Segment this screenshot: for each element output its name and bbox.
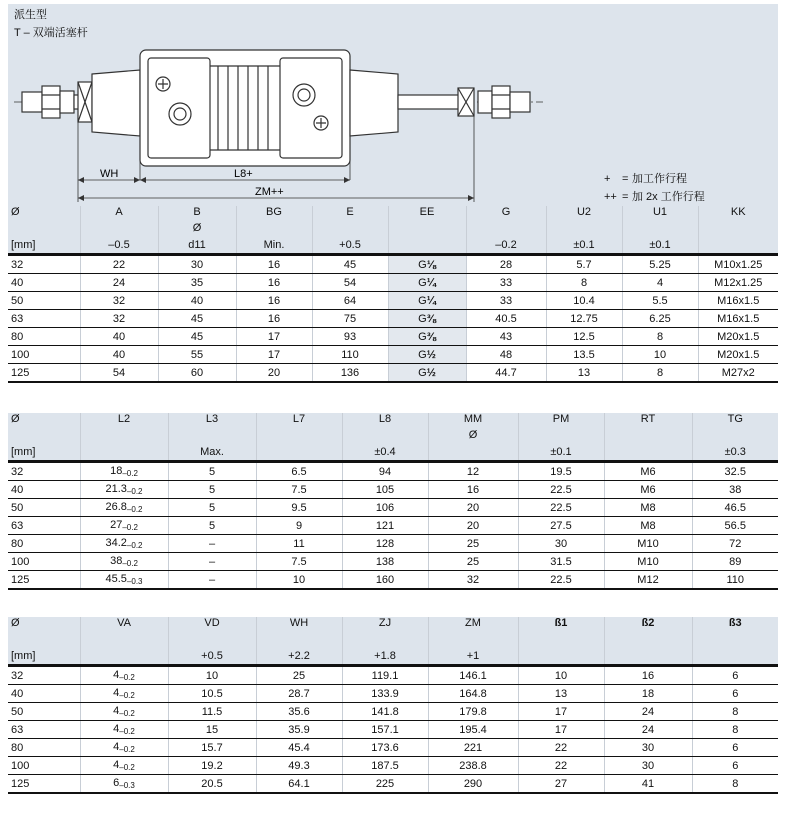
col-unit: ±0.4 — [342, 442, 428, 462]
table-cell: 22 — [518, 739, 604, 757]
port-thread-cell: G½ — [388, 364, 466, 383]
col-unit: –0.5 — [80, 235, 158, 255]
table-cell: 125 — [8, 571, 80, 590]
table-cell: 93 — [312, 328, 388, 346]
table-cell: 110 — [692, 571, 778, 590]
table-cell: 24 — [80, 274, 158, 292]
table-row — [8, 517, 778, 535]
table-cell: 9 — [256, 517, 342, 535]
table-cell: 133.9 — [342, 685, 428, 703]
table-cell: 20 — [428, 499, 518, 517]
table-cell: 4 — [622, 274, 698, 292]
port-thread-cell: G⅛ — [388, 255, 466, 274]
port-thread-cell: G⅜ — [388, 328, 466, 346]
table-cell: 44.7 — [466, 364, 546, 383]
table-cell: $26.8_{-0.2}$ — [80, 499, 168, 517]
table-cell: 63 — [8, 721, 80, 739]
table-cell: $21.3_{-0.2}$ — [80, 481, 168, 499]
col-unit: ±0.1 — [518, 442, 604, 462]
title-bar — [8, 4, 778, 40]
table-cell: 22 — [80, 255, 158, 274]
table-cell: M8 — [604, 499, 692, 517]
dimension-table-1 — [8, 206, 778, 383]
table-header-row — [8, 632, 778, 646]
table-cell: 119.1 — [342, 666, 428, 685]
table-cell: – — [168, 535, 256, 553]
table-cell: M16x1.5 — [698, 292, 778, 310]
col-unit — [692, 646, 778, 666]
legend-item: ++ = 加 2x 工作行程 — [604, 191, 705, 203]
table-cell: 18 — [604, 685, 692, 703]
dim-zm-label: ZM++ — [255, 186, 284, 198]
table-cell: 9.5 — [256, 499, 342, 517]
port-thread-cell: G½ — [388, 346, 466, 364]
table-row — [8, 757, 778, 775]
table-cell: 30 — [604, 757, 692, 775]
table-cell: 138 — [342, 553, 428, 571]
table-cell: 11.5 — [168, 703, 256, 721]
table-cell: 10 — [622, 346, 698, 364]
table-cell: 10.5 — [168, 685, 256, 703]
table-row — [8, 481, 778, 499]
table-row — [8, 310, 778, 328]
table-header-row — [8, 413, 778, 428]
table-cell: 64.1 — [256, 775, 342, 794]
table-cell: 146.1 — [428, 666, 518, 685]
table-cell: 8 — [622, 328, 698, 346]
col-unit: –0.2 — [466, 235, 546, 255]
table-cell: 125 — [8, 364, 80, 383]
table-cell: 56.5 — [692, 517, 778, 535]
table-cell: 50 — [8, 703, 80, 721]
col-header: A — [80, 206, 158, 221]
table-cell: 8 — [692, 703, 778, 721]
dimension-table-3 — [8, 617, 778, 794]
table-cell: 16 — [236, 255, 312, 274]
table-cell: – — [168, 553, 256, 571]
col-header: Ø — [8, 206, 80, 221]
table-cell: 55 — [158, 346, 236, 364]
table-cell: 41 — [604, 775, 692, 794]
table-cell: 46.5 — [692, 499, 778, 517]
table-cell: 13 — [518, 685, 604, 703]
table-cell: 17 — [518, 721, 604, 739]
col-header: U1 — [622, 206, 698, 221]
col-header: BG — [236, 206, 312, 221]
table-cell: 32 — [80, 292, 158, 310]
col-unit: ±0.1 — [622, 235, 698, 255]
col-unit — [80, 646, 168, 666]
table-cell: 30 — [518, 535, 604, 553]
table-cell: M20x1.5 — [698, 346, 778, 364]
table-cell: 60 — [158, 364, 236, 383]
table-cell: 128 — [342, 535, 428, 553]
table-cell: $27_{-0.2}$ — [80, 517, 168, 535]
table-cell: 17 — [518, 703, 604, 721]
col-unit: [mm] — [8, 235, 80, 255]
col-header: PM — [518, 413, 604, 428]
table-cell: 6 — [692, 666, 778, 685]
table-cell: $18_{-0.2}$ — [80, 462, 168, 481]
table-cell: 20 — [428, 517, 518, 535]
table-cell: $4_{-0.2}$ — [80, 757, 168, 775]
table-cell: 16 — [236, 274, 312, 292]
col-header: L3 — [168, 413, 256, 428]
table-cell: 32.5 — [692, 462, 778, 481]
col-unit — [256, 442, 342, 462]
col-header: VA — [80, 617, 168, 632]
table-cell: $4_{-0.2}$ — [80, 666, 168, 685]
col-header: ß2 — [604, 617, 692, 632]
col-header: L7 — [256, 413, 342, 428]
table-cell: 15.7 — [168, 739, 256, 757]
col-header: WH — [256, 617, 342, 632]
table-cell: 28 — [466, 255, 546, 274]
table-cell: 16 — [236, 310, 312, 328]
table-cell: 6 — [692, 757, 778, 775]
table-cell: M10x1.25 — [698, 255, 778, 274]
table-header-row — [8, 428, 778, 442]
col-unit: Min. — [236, 235, 312, 255]
table-cell: 16 — [604, 666, 692, 685]
table-cell: 12 — [428, 462, 518, 481]
table-cell: 40 — [8, 481, 80, 499]
table-cell: 160 — [342, 571, 428, 590]
col-unit: Max. — [168, 442, 256, 462]
table-header-row — [8, 235, 778, 255]
col-unit — [698, 235, 778, 255]
table-cell: 7.5 — [256, 553, 342, 571]
col-header: G — [466, 206, 546, 221]
table-cell: 10.4 — [546, 292, 622, 310]
table-cell: 16 — [236, 292, 312, 310]
table-cell: 32 — [8, 462, 80, 481]
table-cell: 45 — [158, 328, 236, 346]
table-header-row — [8, 442, 778, 462]
table-cell: 19.5 — [518, 462, 604, 481]
table-cell: 45.4 — [256, 739, 342, 757]
table-cell: 22 — [518, 757, 604, 775]
table-cell: 105 — [342, 481, 428, 499]
table-cell: 100 — [8, 757, 80, 775]
table-cell: $45.5_{-0.3}$ — [80, 571, 168, 590]
dim-wh-label: WH — [100, 168, 119, 180]
table-cell: 63 — [8, 517, 80, 535]
table-cell: M6 — [604, 481, 692, 499]
table-row — [8, 328, 778, 346]
table-cell: 8 — [692, 775, 778, 794]
table-cell: $4_{-0.2}$ — [80, 703, 168, 721]
table-row — [8, 739, 778, 757]
table-cell: 40 — [80, 346, 158, 364]
table-cell: 15 — [168, 721, 256, 739]
table-cell: M10 — [604, 535, 692, 553]
col-header: TG — [692, 413, 778, 428]
table-row — [8, 274, 778, 292]
port-thread-cell: G⅜ — [388, 310, 466, 328]
col-unit: +2.2 — [256, 646, 342, 666]
table-cell: 164.8 — [428, 685, 518, 703]
table-cell: 136 — [312, 364, 388, 383]
table-cell: 125 — [8, 775, 80, 794]
table-cell: 157.1 — [342, 721, 428, 739]
col-header: U2 — [546, 206, 622, 221]
port-thread-cell: G¼ — [388, 292, 466, 310]
table-row — [8, 685, 778, 703]
table-cell: 27.5 — [518, 517, 604, 535]
variant-subtitle: T – 双端活塞杆 — [14, 27, 88, 39]
table-cell: 5.5 — [622, 292, 698, 310]
table-cell: M8 — [604, 517, 692, 535]
table-row — [8, 535, 778, 553]
table-cell: 179.8 — [428, 703, 518, 721]
table-cell: 40 — [80, 328, 158, 346]
table-cell: 43 — [466, 328, 546, 346]
col-unit: +0.5 — [168, 646, 256, 666]
table-cell: 45 — [312, 255, 388, 274]
col-header: VD — [168, 617, 256, 632]
col-unit: [mm] — [8, 646, 80, 666]
col-unit: ±0.1 — [546, 235, 622, 255]
col-header: ZJ — [342, 617, 428, 632]
table-cell: 30 — [158, 255, 236, 274]
dim-l8-label: L8+ — [234, 168, 253, 180]
table-cell: 80 — [8, 535, 80, 553]
table-cell: M27x2 — [698, 364, 778, 383]
table-cell: 22.5 — [518, 481, 604, 499]
col-subheader: Ø — [158, 221, 236, 235]
table-cell: 5 — [168, 462, 256, 481]
dimension-table-2 — [8, 413, 778, 590]
col-unit — [80, 442, 168, 462]
table-cell: 32 — [8, 666, 80, 685]
table-cell: M6 — [604, 462, 692, 481]
table-row — [8, 255, 778, 274]
table-cell: $4_{-0.2}$ — [80, 685, 168, 703]
table-cell: 17 — [236, 346, 312, 364]
table-cell: 45 — [158, 310, 236, 328]
col-header: E — [312, 206, 388, 221]
table-cell: 5 — [168, 499, 256, 517]
table-cell: 238.8 — [428, 757, 518, 775]
table-cell: M10 — [604, 553, 692, 571]
table-row — [8, 346, 778, 364]
table-cell: 33 — [466, 274, 546, 292]
table-cell: 141.8 — [342, 703, 428, 721]
table-cell: 50 — [8, 499, 80, 517]
table-cell: 32 — [80, 310, 158, 328]
table-cell: 63 — [8, 310, 80, 328]
table-row — [8, 499, 778, 517]
table-cell: 89 — [692, 553, 778, 571]
table-row — [8, 553, 778, 571]
col-unit — [518, 646, 604, 666]
variant-title: 派生型 — [14, 9, 47, 21]
table-row — [8, 462, 778, 481]
table-cell: 6.25 — [622, 310, 698, 328]
col-header: L8 — [342, 413, 428, 428]
table-row — [8, 721, 778, 739]
table-row — [8, 364, 778, 383]
table-cell: 24 — [604, 721, 692, 739]
table-cell: 31.5 — [518, 553, 604, 571]
table-cell: 19.2 — [168, 757, 256, 775]
table-cell: 173.6 — [342, 739, 428, 757]
table-cell: 16 — [428, 481, 518, 499]
table-cell: 8 — [546, 274, 622, 292]
table-cell: 5 — [168, 481, 256, 499]
col-unit — [604, 646, 692, 666]
table-cell: 12.5 — [546, 328, 622, 346]
table-cell: 35.9 — [256, 721, 342, 739]
table-cell: 6.5 — [256, 462, 342, 481]
table-cell: M16x1.5 — [698, 310, 778, 328]
table-cell: 50 — [8, 292, 80, 310]
col-header: ß1 — [518, 617, 604, 632]
table-cell: 48 — [466, 346, 546, 364]
table-cell: $6_{-0.3}$ — [80, 775, 168, 794]
table-cell: 35 — [158, 274, 236, 292]
table-cell: 13 — [546, 364, 622, 383]
table-cell: 22.5 — [518, 499, 604, 517]
table-header-row — [8, 646, 778, 666]
table-cell: 49.3 — [256, 757, 342, 775]
table-cell: 20 — [236, 364, 312, 383]
table-cell: 54 — [80, 364, 158, 383]
col-unit: +0.5 — [312, 235, 388, 255]
table-cell: 25 — [428, 535, 518, 553]
table-cell: 33 — [466, 292, 546, 310]
table-cell: 32 — [8, 255, 80, 274]
table-cell: 40 — [158, 292, 236, 310]
table-cell: 110 — [312, 346, 388, 364]
col-subheader: Ø — [428, 428, 518, 442]
table-cell: 24 — [604, 703, 692, 721]
col-unit: +1 — [428, 646, 518, 666]
col-header: RT — [604, 413, 692, 428]
table-cell: 35.6 — [256, 703, 342, 721]
legend-item: + = 加工作行程 — [604, 173, 687, 185]
table-cell: $38_{-0.2}$ — [80, 553, 168, 571]
table-cell: M12 — [604, 571, 692, 590]
cylinder-drawing — [8, 40, 778, 206]
col-unit: [mm] — [8, 442, 80, 462]
table-cell: 5.25 — [622, 255, 698, 274]
col-unit: ±0.3 — [692, 442, 778, 462]
table-header-row — [8, 617, 778, 632]
table-row — [8, 703, 778, 721]
col-header: Ø — [8, 413, 80, 428]
col-header: L2 — [80, 413, 168, 428]
table-cell: 20.5 — [168, 775, 256, 794]
table-cell: 17 — [236, 328, 312, 346]
table-cell: $4_{-0.2}$ — [80, 739, 168, 757]
col-header: EE — [388, 206, 466, 221]
table-cell: 22.5 — [518, 571, 604, 590]
col-header: MM — [428, 413, 518, 428]
table-cell: 8 — [692, 721, 778, 739]
table-cell: 28.7 — [256, 685, 342, 703]
table-row — [8, 666, 778, 685]
table-cell: – — [168, 571, 256, 590]
col-header: ZM — [428, 617, 518, 632]
table-cell: 100 — [8, 553, 80, 571]
table-cell: 221 — [428, 739, 518, 757]
table-cell: 290 — [428, 775, 518, 794]
col-unit: d11 — [158, 235, 236, 255]
table-cell: 10 — [168, 666, 256, 685]
table-cell: 54 — [312, 274, 388, 292]
table-header-row — [8, 206, 778, 221]
table-cell: 40 — [8, 685, 80, 703]
table-header-row — [8, 221, 778, 235]
col-header: B — [158, 206, 236, 221]
table-cell: 100 — [8, 346, 80, 364]
table-cell: 25 — [256, 666, 342, 685]
col-unit — [604, 442, 692, 462]
table-cell: 195.4 — [428, 721, 518, 739]
table-cell: $4_{-0.2}$ — [80, 721, 168, 739]
table-cell: 27 — [518, 775, 604, 794]
table-cell: 38 — [692, 481, 778, 499]
table-cell: M20x1.5 — [698, 328, 778, 346]
table-cell: 64 — [312, 292, 388, 310]
col-header: Ø — [8, 617, 80, 632]
port-thread-cell: G¼ — [388, 274, 466, 292]
table-cell: 106 — [342, 499, 428, 517]
table-cell: 5 — [168, 517, 256, 535]
table-cell: 10 — [256, 571, 342, 590]
table-cell: $34.2_{-0.2}$ — [80, 535, 168, 553]
table-cell: 80 — [8, 739, 80, 757]
table-cell: 94 — [342, 462, 428, 481]
table-cell: 225 — [342, 775, 428, 794]
table-cell: 72 — [692, 535, 778, 553]
table-cell: 30 — [604, 739, 692, 757]
table-cell: 25 — [428, 553, 518, 571]
table-cell: 40 — [8, 274, 80, 292]
col-header: KK — [698, 206, 778, 221]
table-cell: 6 — [692, 739, 778, 757]
table-cell: 75 — [312, 310, 388, 328]
table-cell: 6 — [692, 685, 778, 703]
table-cell: 7.5 — [256, 481, 342, 499]
table-cell: 40.5 — [466, 310, 546, 328]
table-cell: M12x1.25 — [698, 274, 778, 292]
table-cell: 121 — [342, 517, 428, 535]
table-cell: 10 — [518, 666, 604, 685]
table-row — [8, 571, 778, 590]
col-unit — [428, 442, 518, 462]
table-cell: 80 — [8, 328, 80, 346]
table-row — [8, 775, 778, 794]
table-cell: 32 — [428, 571, 518, 590]
table-cell: 187.5 — [342, 757, 428, 775]
table-cell: 11 — [256, 535, 342, 553]
col-header: ß3 — [692, 617, 778, 632]
col-unit: +1.8 — [342, 646, 428, 666]
table-cell: 12.75 — [546, 310, 622, 328]
col-unit — [388, 235, 466, 255]
table-cell: 5.7 — [546, 255, 622, 274]
table-cell: 8 — [622, 364, 698, 383]
table-row — [8, 292, 778, 310]
table-cell: 13.5 — [546, 346, 622, 364]
